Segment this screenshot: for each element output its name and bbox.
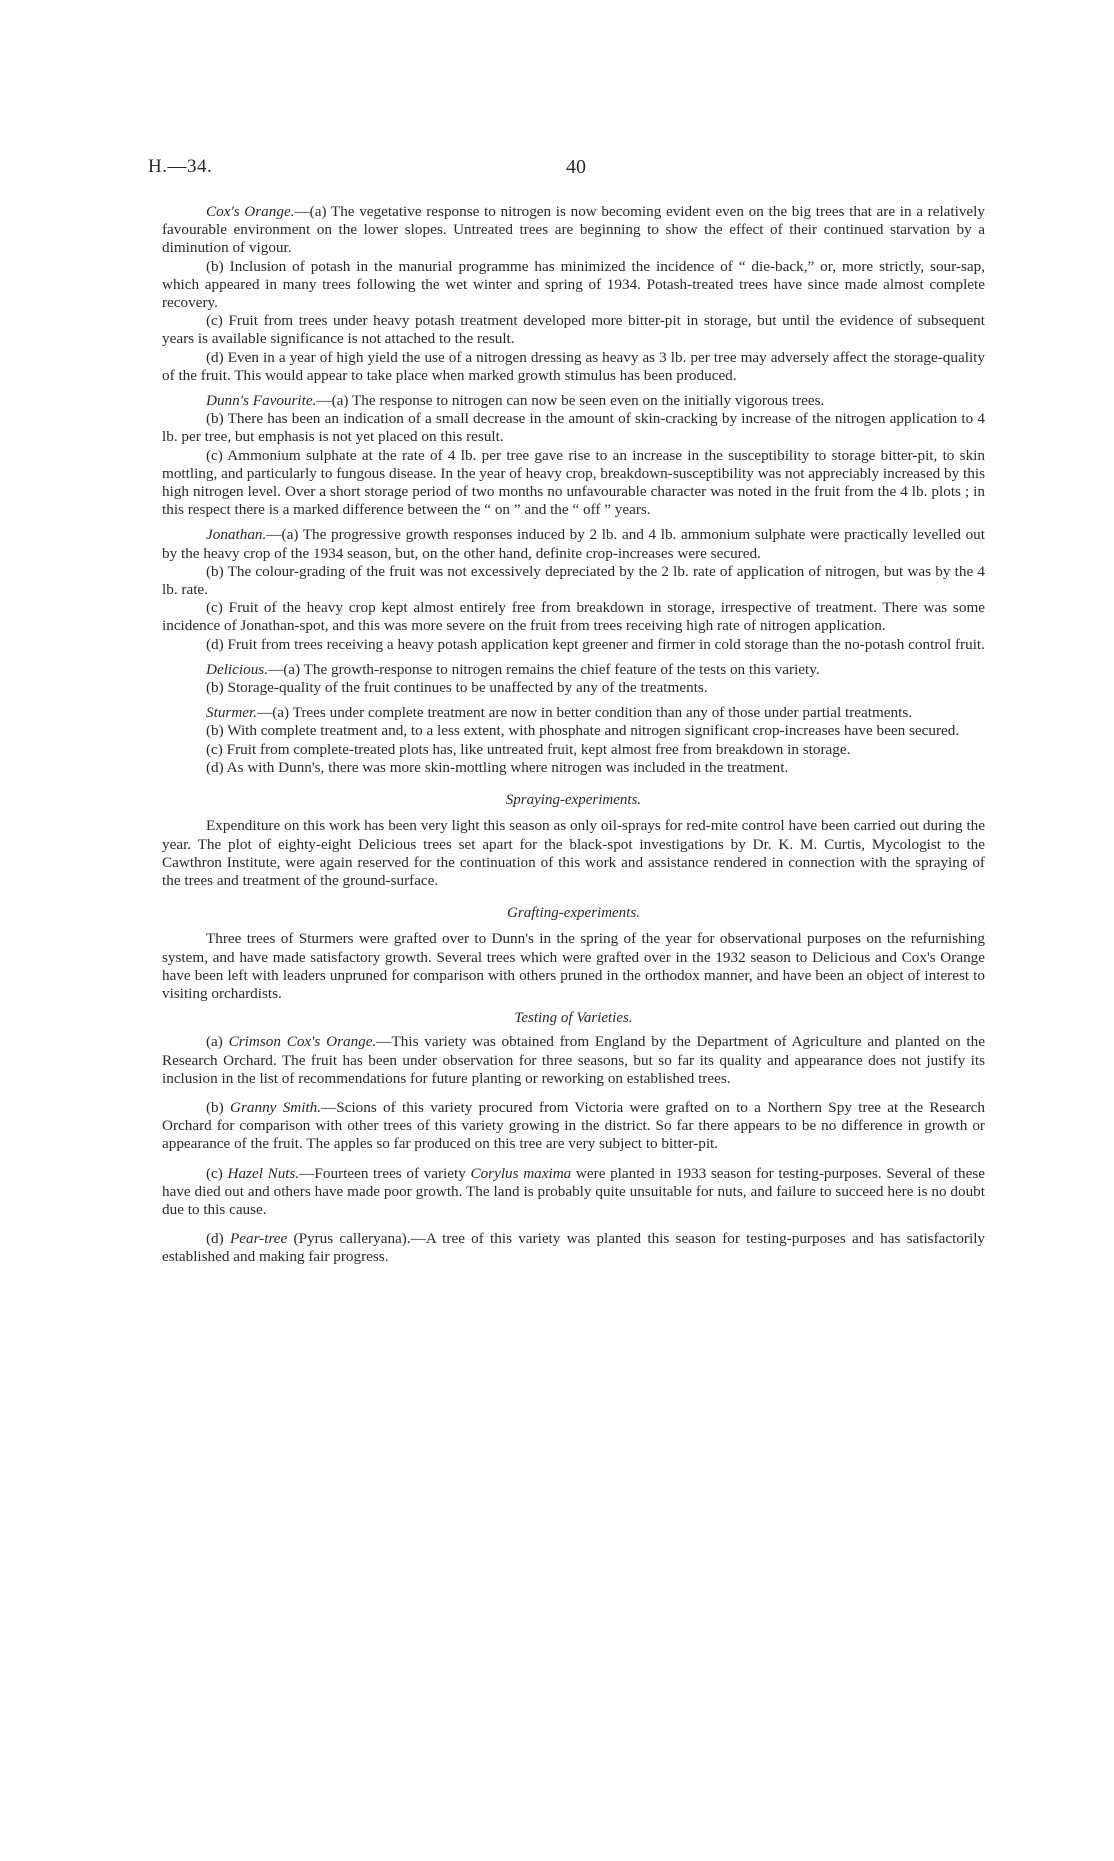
sturmer-para-a: Sturmer.—(a) Trees under complete treatment are now in better condition than any of those under partial treatments. (206, 704, 913, 722)
corylus-species-name: Corylus maxima (470, 1164, 572, 1182)
jonathan-para-c: (c) Fruit of the heavy crop kept almost entirely free from breakdown in storage, irrespective of treatment. There was some incidence of Jonathan-spot, and this was more severe on the fruit from trees receiving high rate of nitrogen application. (162, 599, 985, 635)
document-reference: H.—34. (148, 156, 213, 177)
page-body (162, 203, 985, 1267)
sturmer-para-c: (c) Fruit from complete-treated plots has, like untreated fruit, kept almost free from breakdown in storage. (206, 740, 851, 758)
spraying-heading: Spraying-experiments. (505, 792, 642, 809)
testing-para-c: (c) Hazel Nuts.—Fourteen trees of variety Corylus maxima were planted in 1933 season for testing-purposes. Several of these have died out and others have made poor growth. The land is probably quite unsuitable for nuts, and failure to succeed here is no doubt due to this cause. (162, 1164, 986, 1218)
dunns-para-a: Dunn's Favourite.—(a) The response to nitrogen can now be seen even on the initially vigorous trees. (206, 392, 825, 410)
sturmer-para-b: (b) With complete treatment and, to a less extent, with phosphate and nitrogen significant crop-increases have been secured. (206, 722, 960, 740)
coxs-para-a: Cox's Orange.—(a) The vegetative response to nitrogen is now becoming evident even on the big trees that are in a relatively favourable environment on the lower slopes. Untreated trees are beginning to show the effect of their continued starvation by a diminution of vigour. (162, 203, 985, 257)
delicious-para-a: Delicious.—(a) The growth-response to nitrogen remains the chief feature of the tests on this variety. (206, 660, 820, 678)
delicious-para-b: (b) Storage-quality of the fruit continues to be unaffected by any of the treatments. (206, 679, 708, 697)
page-header (148, 156, 966, 186)
sturmer-para-d: (d) As with Dunn's, there was more skin-mottling where nitrogen was included in the treatment. (206, 758, 789, 776)
coxs-para-d: (d) Even in a year of high yield the use of a nitrogen dressing as heavy as 3 lb. per tree may adversely affect the storage-quality of the fruit. This would appear to take place when marked growth stimulus has been produced. (162, 348, 985, 384)
hazel-nuts-name: Hazel Nuts. (227, 1164, 300, 1182)
testing-para-a: (a) Crimson Cox's Orange.—This variety was obtained from England by the Department of Agriculture and planted on the Research Orchard. The fruit has been under observation for three seasons, but so far its quality and appearance does not justify its inclusion in the list of recommendations for future planting or reworking on established trees. (162, 1033, 985, 1087)
jonathan-para-a: Jonathan.—(a) The progressive growth responses induced by 2 lb. and 4 lb. ammonium sulphate were practically levelled out by the heavy crop of the 1934 season, but, on the other hand, definite crop-increases were secured. (162, 526, 985, 562)
crimson-coxs-name: Crimson Cox's Orange. (228, 1033, 377, 1051)
grafting-heading: Grafting-experiments. (507, 905, 640, 922)
dunns-para-b: (b) There has been an indication of a small decrease in the amount of skin-cracking by increase of the nitrogen application to 4 lb. per tree, but emphasis is not yet placed on this result. (162, 410, 985, 446)
delicious-variety-name: Delicious. (206, 660, 269, 678)
sturmer-variety-name: Sturmer. (206, 704, 258, 722)
pear-tree-name: Pear-tree (229, 1230, 288, 1248)
testing-para-d: (d) Pear-tree (Pyrus calleryana).—A tree of this variety was planted this season for testing-purposes and has satisfactorily established and making fair progress. (162, 1230, 986, 1266)
jonathan-para-b: (b) The colour-grading of the fruit was not excessively depreciated by the 2 lb. rate of application of nitrogen, but was by the 4 lb. rate. (162, 562, 985, 599)
grafting-paragraph: Three trees of Sturmers were grafted over to Dunn's in the spring of the year for observational purposes on the refurnishing system, and have made satisfactory growth. Several trees which were grafted over in the 1932 season to Delicious and Cox's Orange have been left with leaders unpruned for comparison with others pruned in the orthodox manner, and have been an object of interest to visiting orchardists. (162, 930, 985, 1002)
coxs-para-b: (b) Inclusion of potash in the manurial programme has minimized the incidence of “ die-back,” or, more strictly, sour-sap, which appeared in many trees following the wet winter and spring of 1934. Potash-treated trees have since made almost complete recovery. (162, 257, 985, 312)
testing-heading: Testing of Varieties. (514, 1010, 633, 1027)
page-number: 40 (566, 156, 586, 178)
spraying-paragraph: Expenditure on this work has been very light this season as only oil-sprays for red-mite control have been carried out during the year. The plot of eighty-eight Delicious trees set apart for the black-spot investigations by Dr. K. M. Curtis, Mycologist to the Cawthron Institute, were again reserved for the continuation of this work and assistance rendered in connection with the spraying of the trees and treatment of the ground-surface. (162, 817, 985, 889)
granny-smith-name: Granny Smith. (230, 1098, 322, 1116)
testing-para-b: (b) Granny Smith.—Scions of this variety procured from Victoria were grafted on to a Northern Spy tree at the Research Orchard for comparison with other trees of this variety growing in the district. So far there appears to be no difference in growth or appearance of the fruit. The apples so far produced on this tree are very subject to bitter-pit. (162, 1098, 985, 1153)
jonathan-variety-name: Jonathan. (206, 526, 267, 544)
coxs-para-c: (c) Fruit from trees under heavy potash treatment developed more bitter-pit in storage, but until the evidence of subsequent years is available significance is not attached to the result. (162, 312, 985, 348)
jonathan-para-d: (d) Fruit from trees receiving a heavy potash application kept greener and firmer in cold storage than the no-potash control fruit. (206, 635, 985, 653)
coxs-variety-name: Cox's Orange. (206, 203, 295, 220)
dunns-variety-name: Dunn's Favourite. (206, 392, 317, 410)
dunns-para-c: (c) Ammonium sulphate at the rate of 4 lb. per tree gave rise to an increase in the susceptibility to storage bitter-pit, to skin mottling, and particularly to fungous disease. In the year of heavy crop, breakdown-susceptibility was not appreciably increased by this high nitrogen level. Over a short storage period of two months no unfavourable character was noted in the fruit from the 4 lb. plots ; in this respect there is a marked difference between the “ on ” and the “ off ” years. (162, 446, 985, 519)
